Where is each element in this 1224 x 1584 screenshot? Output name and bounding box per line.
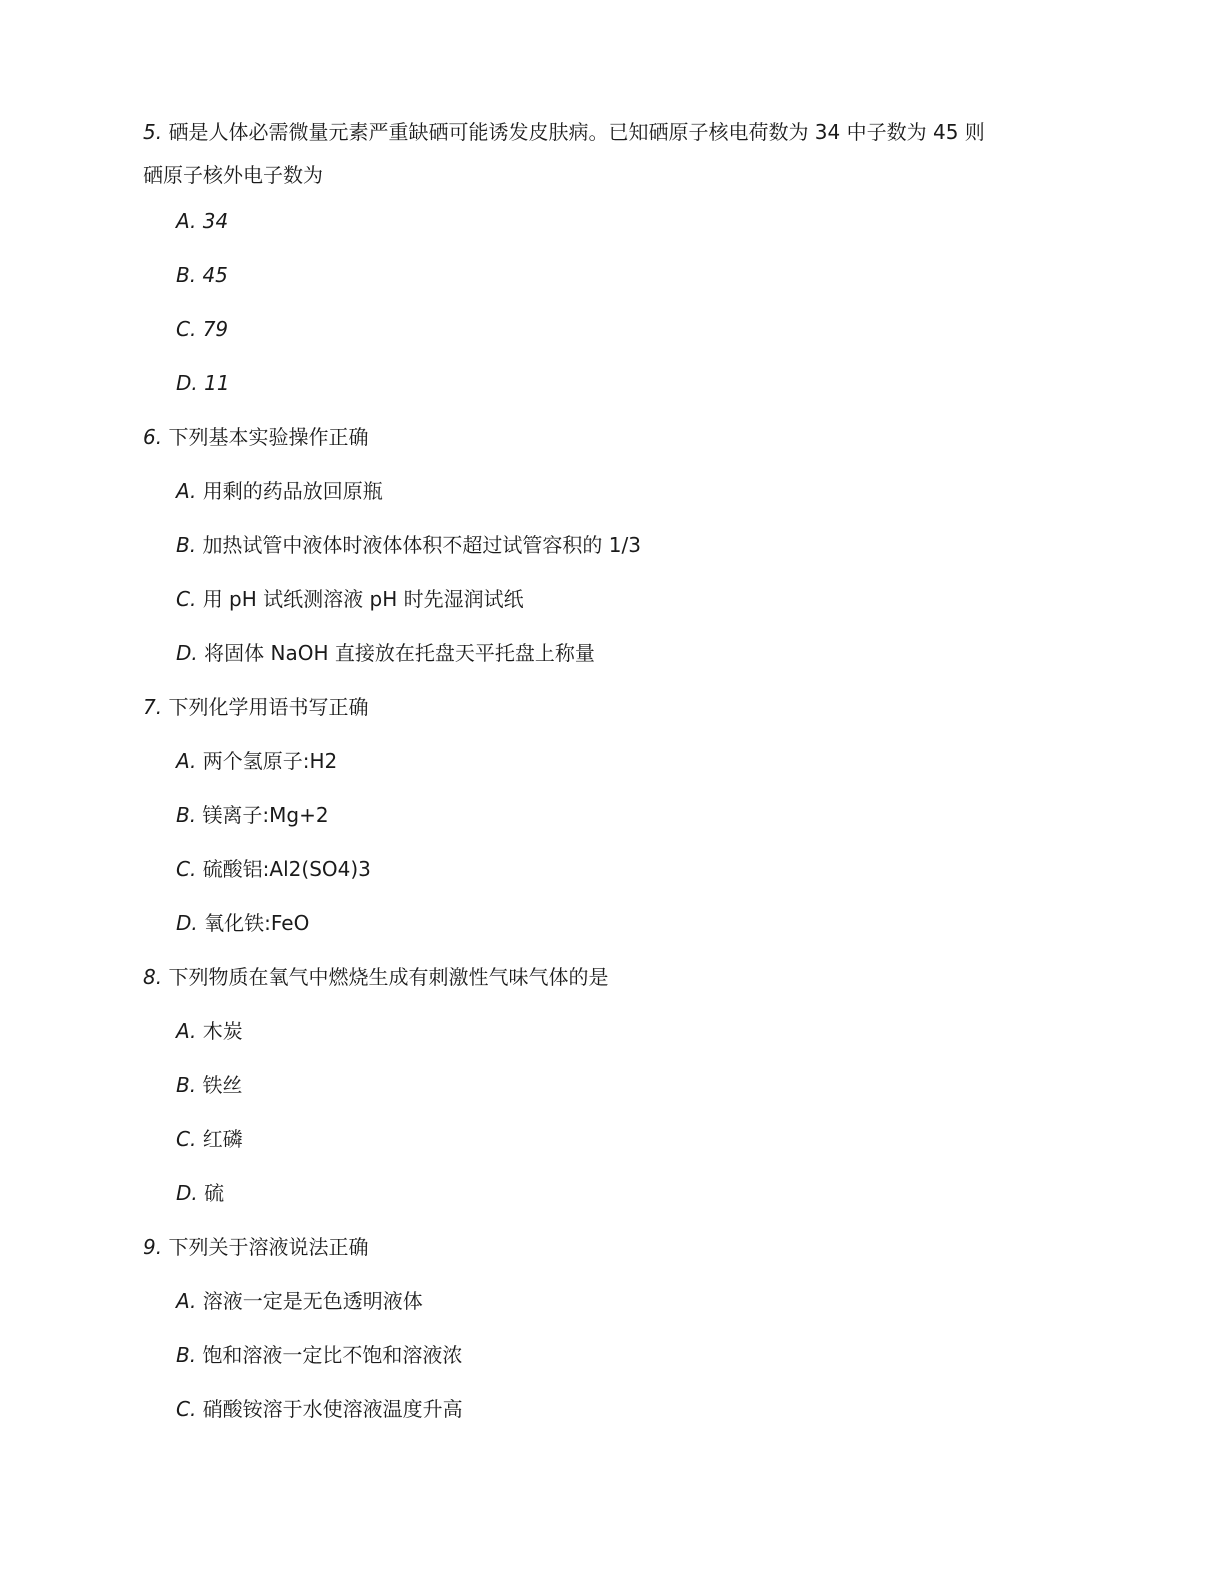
option-b [176,261,228,289]
option-label: C. [176,1397,197,1421]
option-text: 木炭 [202,1019,243,1043]
option-text: 红磷 [202,1127,243,1151]
option-text: 铁丝 [202,1073,243,1097]
option-b [176,801,329,829]
option-a [176,747,337,775]
option-b [176,1341,462,1369]
question-number: 9. [143,1235,163,1259]
question-5-stem [143,118,985,146]
question-number: 5. [143,120,163,144]
option-a [176,477,383,505]
option-label: D. [176,641,198,665]
option-label: D. [176,1181,198,1205]
option-label: B. [176,533,197,557]
question-7-stem [143,693,368,721]
option-text: 11 [204,371,230,395]
option-text: 硝酸铵溶于水使溶液温度升高 [202,1397,463,1421]
option-label: A. [176,1019,197,1043]
option-a [176,207,228,235]
option-text: 79 [202,317,229,341]
option-label: A. [176,479,197,503]
option-label: D. [176,371,198,395]
option-a [176,1287,423,1315]
question-text: 下列物质在氧气中燃烧生成有刺激性气味气体的是 [168,965,609,989]
option-c [176,585,524,613]
option-text: 将固体 NaOH 直接放在托盘天平托盘上称量 [204,641,595,665]
question-number: 8. [143,965,163,989]
option-label: B. [176,803,197,827]
option-d [176,369,230,397]
option-text: 两个氢原子:H2 [202,749,338,773]
option-label: B. [176,1073,197,1097]
option-text: 硫酸铝:Al2(SO4)3 [202,857,371,881]
option-text: 加热试管中液体时液体体积不超过试管容积的 1/3 [202,533,641,557]
option-text: 45 [202,263,228,287]
option-c [176,1395,463,1423]
option-label: C. [176,587,197,611]
question-number: 7. [143,695,163,719]
option-label: C. [176,1127,197,1151]
option-label: B. [176,263,197,287]
option-text: 饱和溶液一定比不饱和溶液浓 [202,1343,463,1367]
option-b [176,531,641,559]
question-8-stem [143,963,608,991]
option-d [176,909,309,937]
question-text: 硒是人体必需微量元素严重缺硒可能诱发皮肤病。已知硒原子核电荷数为 34 中子数为 45 则 [168,120,985,144]
question-9-stem [143,1233,368,1261]
option-label: D. [176,911,198,935]
option-text: 用剩的药品放回原瓶 [202,479,383,503]
option-label: B. [176,1343,197,1367]
option-a [176,1017,243,1045]
option-c [176,1125,243,1153]
option-c [176,855,371,883]
option-text: 溶液一定是无色透明液体 [202,1289,423,1313]
question-text: 下列化学用语书写正确 [168,695,369,719]
option-d [176,1179,224,1207]
option-label: C. [176,857,197,881]
option-label: A. [176,209,197,233]
option-c [176,315,228,343]
option-d [176,639,595,667]
option-text: 34 [202,209,229,233]
question-text: 下列关于溶液说法正确 [168,1235,369,1259]
option-label: C. [176,317,197,341]
question-number: 6. [143,425,163,449]
question-5-stem-continued: 硒原子核外电子数为 [143,163,323,187]
option-label: A. [176,1289,197,1313]
option-label: A. [176,749,197,773]
question-text: 下列基本实验操作正确 [168,425,369,449]
option-text: 硫 [204,1181,225,1205]
option-b [176,1071,242,1099]
option-text: 氧化铁:FeO [204,911,310,935]
option-text: 镁离子:Mg+2 [202,803,329,827]
option-text: 用 pH 试纸测溶液 pH 时先湿润试纸 [202,587,524,611]
question-6-stem [143,423,368,451]
